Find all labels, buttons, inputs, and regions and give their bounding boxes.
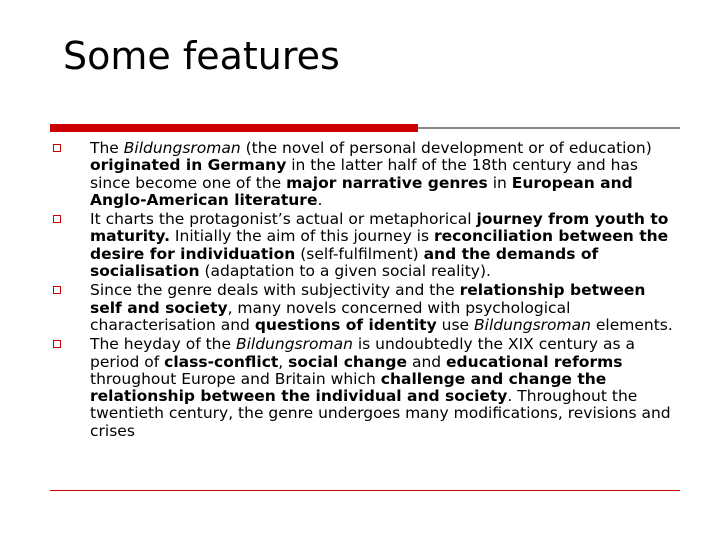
text-segment: Initially the aim of this journey is: [170, 227, 434, 246]
text-segment: (adaptation to a given social reality).: [199, 262, 491, 281]
text-segment: and: [407, 352, 447, 371]
text-segment: in the latter half of the 18th century and has since become one of the: [90, 156, 638, 192]
bullet-list: [50, 140, 675, 442]
bullet-text: [90, 335, 671, 439]
bold-phrase: challenge and change the relationship between the individual and society: [90, 369, 607, 406]
bold-phrase: journey from youth to maturity.: [90, 210, 669, 246]
bullet-text: [90, 210, 668, 280]
text-segment: The: [90, 139, 124, 157]
bullet-text: [90, 139, 652, 209]
bold-phrase: class-conflict: [164, 352, 279, 371]
bold-phrase: major narrative genres: [286, 173, 488, 192]
text-segment: use: [436, 315, 474, 334]
text-segment: , many novels concerned with psychological characterisation and: [90, 298, 571, 334]
text-segment: is undoubtedly the XIX century as a period of: [90, 335, 635, 371]
bold-phrase: educational reforms: [446, 352, 623, 371]
square-bullet-icon: [53, 340, 61, 348]
bold-phrase: questions of identity: [254, 315, 437, 334]
bold-phrase: social change: [288, 352, 408, 371]
italic-term: Bildungsroman: [123, 139, 241, 157]
bold-phrase: reconciliation between the desire for individuation: [90, 227, 669, 263]
bold-phrase: European and Anglo-American literature: [90, 173, 633, 209]
bold-phrase: originated in Germany: [90, 156, 287, 175]
footer-rule: [50, 490, 680, 491]
title-underline-rule: [418, 127, 680, 129]
bold-phrase: and the demands of socialisation: [90, 244, 599, 281]
bullet-item: [50, 211, 675, 280]
bold-phrase: relationship between self and society: [90, 281, 646, 317]
slide-title: Some features: [63, 34, 340, 78]
text-segment: (self-fulfilment): [295, 244, 424, 263]
text-segment: in: [487, 173, 512, 192]
bullet-text: [90, 281, 673, 334]
text-segment: It charts the protagonist’s actual or metaphorical: [90, 210, 477, 229]
text-segment: .: [317, 190, 323, 209]
text-segment: . Throughout the twentieth century, the genre undergoes many modifications, revisions and crises: [90, 387, 671, 440]
bullet-item: [50, 336, 675, 440]
text-segment: elements.: [590, 315, 673, 334]
text-segment: Since the genre deals with subjectivity and the: [90, 281, 460, 300]
text-segment: ,: [278, 352, 289, 371]
square-bullet-icon: [53, 144, 61, 152]
square-bullet-icon: [53, 215, 61, 223]
italic-term: Bildungsroman: [474, 315, 591, 334]
bullet-item: [50, 140, 675, 209]
square-bullet-icon: [53, 286, 61, 294]
bullet-item: [50, 282, 675, 334]
text-segment: throughout Europe and Britain which: [90, 369, 381, 388]
title-underline-accent: [50, 124, 418, 132]
text-segment: The heyday of the: [90, 335, 236, 354]
text-segment: (the novel of personal development or of education): [240, 139, 652, 157]
italic-term: Bildungsroman: [235, 335, 353, 354]
